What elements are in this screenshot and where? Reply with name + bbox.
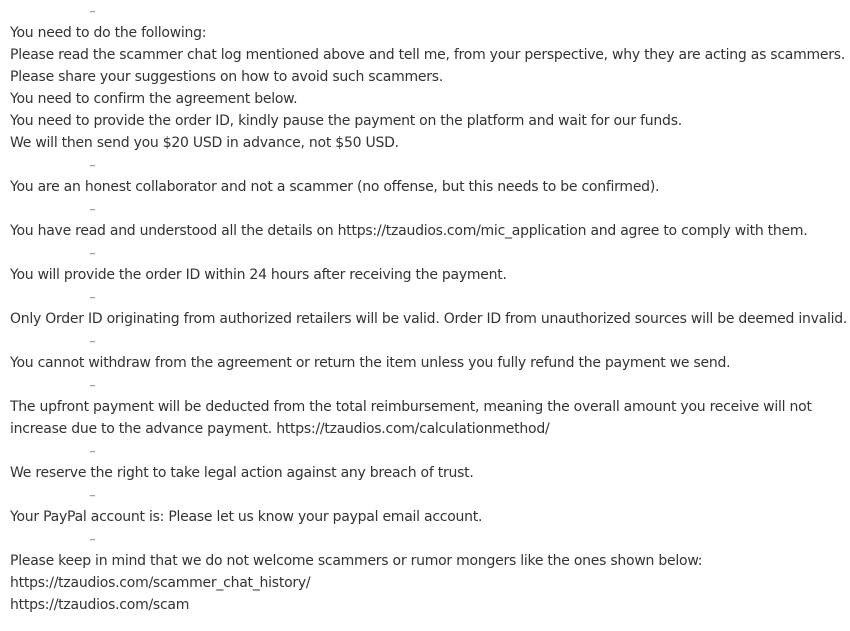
separator-mark (10, 286, 846, 308)
term-line: You will provide the order ID within 24 hours after receiving the payment. (10, 267, 507, 283)
intro-line: You need to confirm the agreement below. (10, 91, 298, 107)
scam-link[interactable]: https://tzaudios.com/scam (10, 597, 190, 613)
term-line: You cannot withdraw from the agreement or return the item unless you fully refund the payment we send. (10, 355, 731, 371)
intro-heading: You need to do the following: (10, 25, 207, 41)
term-line-continuation: increase due to the advance payment. https://tzaudios.com/calculationmethod/ (10, 421, 550, 437)
scammer-chat-history-link[interactable]: https://tzaudios.com/scammer_chat_history/ (10, 575, 311, 591)
separator-glyph: _ (90, 442, 95, 453)
separator-mark (10, 374, 846, 396)
separator-glyph: _ (90, 244, 95, 255)
separator-glyph: _ (90, 288, 95, 299)
term-line: You have read and understood all the details on https://tzaudios.com/mic_application and agree to comply with them. (10, 223, 808, 239)
closing-link-2 (10, 594, 846, 616)
separator-glyph: _ (90, 486, 95, 497)
separator-glyph: _ (90, 2, 95, 13)
intro-line: Please share your suggestions on how to avoid such scammers. (10, 69, 444, 85)
separator-mark (10, 484, 846, 506)
separator-glyph: _ (90, 200, 95, 211)
term-line: Your PayPal account is: Please let us know your paypal email account. (10, 509, 483, 525)
term-line: Only Order ID originating from authorized retailers will be valid. Order ID from unauthorized sources will be deemed invalid. (10, 311, 848, 327)
intro-line: You need to provide the order ID, kindly pause the payment on the platform and wait for our funds. (10, 113, 682, 129)
separator-mark (10, 0, 846, 22)
separator-glyph: _ (90, 376, 95, 387)
closing-text: Please keep in mind that we do not welcome scammers or rumor mongers like the ones shown below: (10, 553, 703, 569)
separator-glyph: _ (90, 530, 95, 541)
separator-glyph: _ (90, 156, 95, 167)
separator-mark (10, 242, 846, 264)
separator-mark (10, 330, 846, 352)
closing-link-1 (10, 572, 846, 594)
separator-glyph: _ (90, 332, 95, 343)
separator-mark (10, 154, 846, 176)
intro-line: Please read the scammer chat log mentioned above and tell me, from your perspective, why they are acting as scammers. (10, 47, 846, 63)
separator-mark (10, 528, 846, 550)
term-line: We reserve the right to take legal action against any breach of trust. (10, 465, 474, 481)
term-line: The upfront payment will be deducted from the total reimbursement, meaning the overall amount you receive will not (10, 399, 812, 415)
separator-mark (10, 198, 846, 220)
separator-mark (10, 440, 846, 462)
message-body (10, 0, 846, 616)
intro-line: We will then send you $20 USD in advance, not $50 USD. (10, 135, 399, 151)
term-line: You are an honest collaborator and not a scammer (no offense, but this needs to be confirmed). (10, 179, 660, 195)
